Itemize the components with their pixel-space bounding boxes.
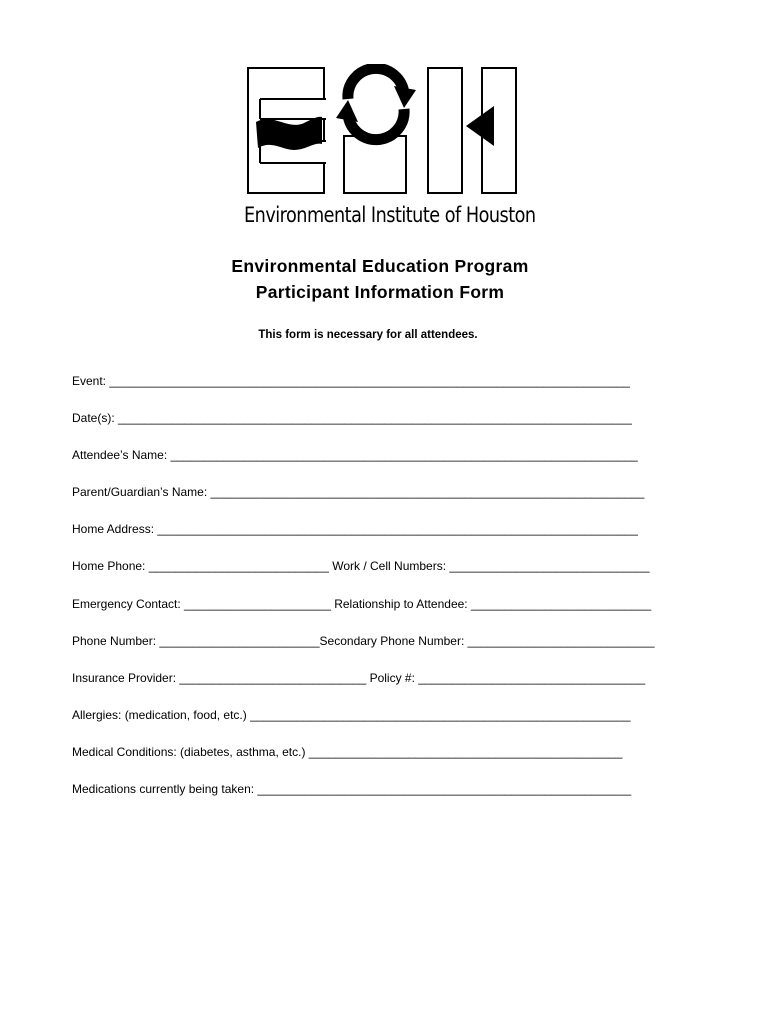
- field-medications[interactable]: Medications currently being taken: ________________________________________________________: [72, 782, 632, 796]
- field-allergies[interactable]: Allergies: (medication, food, etc.) _________________________________________________________: [72, 708, 631, 722]
- field-medical-conditions[interactable]: Medical Conditions: (diabetes, asthma, etc.) _______________________________________________: [72, 745, 623, 759]
- field-phone-numbers[interactable]: Phone Number: ________________________Secondary Phone Number: ____________________________: [72, 634, 655, 648]
- field-attendee-name[interactable]: Attendee’s Name: ______________________________________________________________________: [72, 448, 638, 462]
- field-dates[interactable]: Date(s): _____________________________________________________________________________: [72, 411, 632, 425]
- field-emergency-contact[interactable]: Emergency Contact: ______________________ Relationship to Attendee: ___________________________: [72, 597, 652, 611]
- field-insurance-policy[interactable]: Insurance Provider: ____________________________ Policy #: __________________________________: [72, 671, 646, 685]
- form-note: This form is necessary for all attendees.: [258, 329, 478, 341]
- form-title-line2: Participant Information Form: [255, 282, 505, 302]
- field-event[interactable]: Event: ______________________________________________________________________________: [72, 374, 630, 388]
- field-home-work-phone[interactable]: Home Phone: ___________________________ Work / Cell Numbers: ______________________________: [72, 559, 650, 573]
- field-home-address[interactable]: Home Address: ________________________________________________________________________: [72, 522, 638, 536]
- form-title-line1: Environmental Education Program: [231, 256, 529, 276]
- logo-caption: Environmental Institute of Houston: [244, 203, 536, 227]
- field-parent-guardian-name[interactable]: Parent/Guardian’s Name: _________________________________________________________________: [72, 485, 645, 499]
